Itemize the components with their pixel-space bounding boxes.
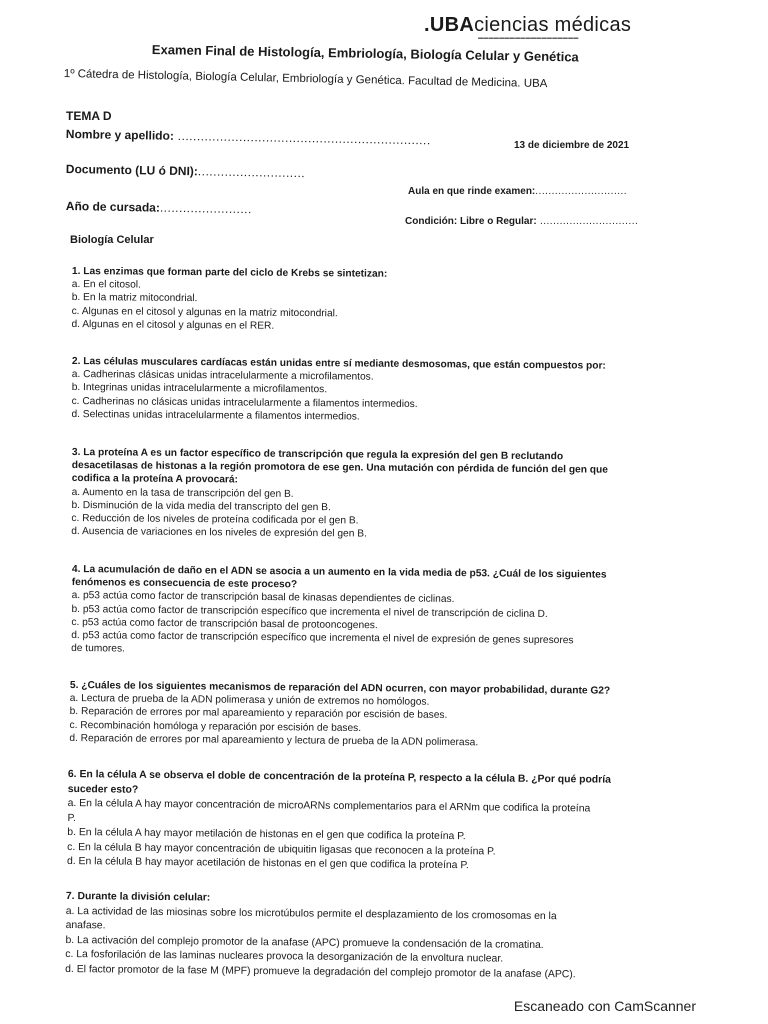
scanner-watermark: Escaneado con CamScanner xyxy=(513,998,696,1014)
option-d: d. El factor promotor de la fase M (MPF) promueve la degradación del complejo promotor de la anafase (APC). xyxy=(65,963,576,980)
name-field: Nombre y apellido: .................................................................. xyxy=(65,127,431,148)
question-5: 5. ¿Cuáles de los siguientes mecanismos de reparación del ADN ocurren, con mayor probabilidad, durante G2? a. Lectura de prueba de la ADN polimerasa y unión de extremos no homólogos. b. Reparación de errores por mal apareamiento y reparación por escisión de bases. c. Recombinación homóloga y reparación por escisión de bases. d. Reparación de errores por mal apareamiento y lectura de prueba de la ADN polimerasa. xyxy=(69,679,610,751)
document-field: Documento (LU ó DNI):............................ xyxy=(65,162,306,181)
question-6: 6. En la célula A se observa el doble de concentración de la proteína P, respecto a la célula B. ¿Por qué podría suceder esto? a. En la célula A hay mayor concentración de microARNs complementarios para el ARNm que codifica la proteína P. b. En la célula A hay mayor metilación de histonas en el gen que codifica la proteína P. c. En la célula B hay mayor concentración de ubiquitin ligasas que reconocen a la proteína P. d. En la célula B hay mayor acetilación de histonas en el gen que codifica la proteína P. xyxy=(67,768,611,875)
option-d: d. Reparación de errores por mal apareamiento y lectura de prueba de la ADN polimerasa. xyxy=(69,732,479,749)
option-a-cont: P. xyxy=(67,812,77,824)
option-a: a. En el citosol. xyxy=(71,279,141,291)
option-c: c. Reducción de los niveles de proteína codificada por el gen B. xyxy=(71,513,359,527)
year-field: Año de cursada:........................ xyxy=(65,199,253,217)
option-a: a. Lectura de prueba de la ADN polimerasa y unión de extremos no homólogos. xyxy=(69,693,430,708)
option-c: c. La fosforilación de las laminas nucleares provoca la desorganización de la envoltura nuclear. xyxy=(65,948,504,965)
option-c: c. Cadherinas no clásicas unidas intracelularmente a filamentos intermedios. xyxy=(71,395,418,410)
section-heading: Biología Celular xyxy=(70,234,154,246)
question-3: 3. La proteína A es un factor específico de transcripción que regula la expresión del gen B reclutando desacetilasas de histonas a la región promotora de ese gen. Una mutación con pérdida de función del gen que codifica a la proteína A provocará: a. Aumento en la tasa de transcripción del gen B. b. Disminución de la vida media del transcripto del gen B. c. Reducción de los niveles de proteína codificada por el gen B. d. Ausencia de variaciones en los niveles de expresión del gen B. xyxy=(71,446,608,543)
option-b: b. Disminución de la vida media del transcripto del gen B. xyxy=(71,499,331,514)
uba-logo: .UBAciencias médicas ▬▬▬▬▬▬▬▬▬▬▬▬▬▬▬▬▬▬▬ xyxy=(424,14,632,41)
option-a: a. La actividad de las miosinas sobre los microtúbulos permite el desplazamiento de los cromosomas en la xyxy=(65,905,557,922)
option-b: b. La activación del complejo promotor de la anafase (APC) promueve la condensación de la cromatina. xyxy=(65,934,544,951)
option-a: a. En la célula A hay mayor concentración de microARNs complementarios para el ARNm que codifica la proteína xyxy=(67,797,591,815)
option-a: a. Cadherinas clásicas unidas intracelularmente a microfilamentos. xyxy=(71,369,374,383)
question-4: 4. La acumulación de daño en el ADN se asocia a un aumento en la vida media de p53. ¿Cuál de los siguientes fenómenos es consecuencia de este proceso? a. p53 actúa como factor de transcripción basal de kinasas dependientes de ciclinas. b. p53 actúa como factor de transcripción específico que incrementa el nivel de transcripción de ciclina D. c. p53 actúa como factor de transcripción basal de protooncogenes. d. p53 actúa como factor de transcripción específico que incrementa el nivel de expresión de genes supresores de tumores. xyxy=(71,563,607,661)
chair-line: 1º Cátedra de Histología, Biología Celular, Embriología y Genética. Facultad de Medicina. UBA xyxy=(63,68,548,91)
question-2: 2. Las células musculares cardíacas están unidas entre sí mediante desmosomas, que están compuestos por: a. Cadherinas clásicas unidas intracelularmente a microfilamentos. b. Integrinas unidas intracelularmente a microfilamentos. c. Cadherinas no clásicas unidas intracelularmente a filamentos intermedios. d. Selectinas unidas intracelularmente a filamentos intermedios. xyxy=(71,355,605,426)
exam-date: 13 de diciembre de 2021 xyxy=(514,140,630,151)
option-a-cont: anafase. xyxy=(65,919,106,932)
option-c: c. p53 actúa como factor de transcripción basal de protooncogenes. xyxy=(71,616,378,632)
option-b: b. En la célula A hay mayor metilación de histonas en el gen que codifica la proteína P. xyxy=(67,826,466,843)
option-b: b. Integrinas unidas intracelularmente a microfilamentos. xyxy=(71,382,328,396)
option-d: d. Selectinas unidas intracelularmente a filamentos intermedios. xyxy=(71,408,360,423)
condition-field: Condición: Libre o Regular: .............................. xyxy=(405,216,639,227)
option-d: d. En la célula B hay mayor acetilación de histonas en el gen que codifica la proteína P. xyxy=(66,855,469,872)
option-b: b. En la matriz mitocondrial. xyxy=(71,292,198,305)
option-a: a. p53 actúa como factor de transcripción basal de kinasas dependientes de ciclinas. xyxy=(71,590,455,606)
logo-tagline: ▬▬▬▬▬▬▬▬▬▬▬▬▬▬▬▬▬▬▬ xyxy=(478,35,579,41)
exam-title: Examen Final de Histología, Embriología, Biología Celular y Genética xyxy=(151,42,579,65)
question-7: 7. Durante la división celular: a. La actividad de las miosinas sobre los microtúbulos permite el desplazamiento de los cromosomas en la anafase. b. La activación del complejo promotor de la anafase (APC) promueve la condensación de la cromatina. c. La fosforilación de las laminas nucleares provoca la desorganización de la envoltura nuclear. d. El factor promotor de la fase M (MPF) promueve la degradación del complejo promotor de la anafase (APC). xyxy=(65,890,576,982)
option-d-cont: de tumores. xyxy=(71,643,125,655)
option-d: d. Ausencia de variaciones en los niveles de expresión del gen B. xyxy=(71,526,367,540)
option-b: b. Reparación de errores por mal apareamiento y reparación por escisión de bases. xyxy=(69,706,448,722)
option-d: d. Algunas en el citosol y algunas en el RER. xyxy=(71,318,275,332)
question-1: 1. Las enzimas que forman parte del ciclo de Krebs se sintetizan: a. En el citosol. b. En la matriz mitocondrial. c. Algunas en el citosol y algunas en la matriz mitocondrial. d. Algunas en el citosol y algunas en el RER. xyxy=(71,265,387,334)
tema-label: TEMA D xyxy=(66,109,112,123)
option-b: b. p53 actúa como factor de transcripción específico que incrementa el nivel de transcripción de ciclina D. xyxy=(71,603,548,620)
option-c: c. En la célula B hay mayor concentración de ubiquitin ligasas que reconocen a la proteína P. xyxy=(67,841,496,857)
option-c: c. Algunas en el citosol y algunas en la matriz mitocondrial. xyxy=(71,305,338,319)
aula-field: Aula en que rinde examen:............................ xyxy=(408,186,628,197)
option-c: c. Recombinación homóloga y reparación por escisión de bases. xyxy=(69,719,362,734)
option-d: d. p53 actúa como factor de transcripción específico que incrementa el nivel de expresión de genes supresores xyxy=(71,630,574,647)
option-a: a. Aumento en la tasa de transcripción del gen B. xyxy=(71,486,294,500)
